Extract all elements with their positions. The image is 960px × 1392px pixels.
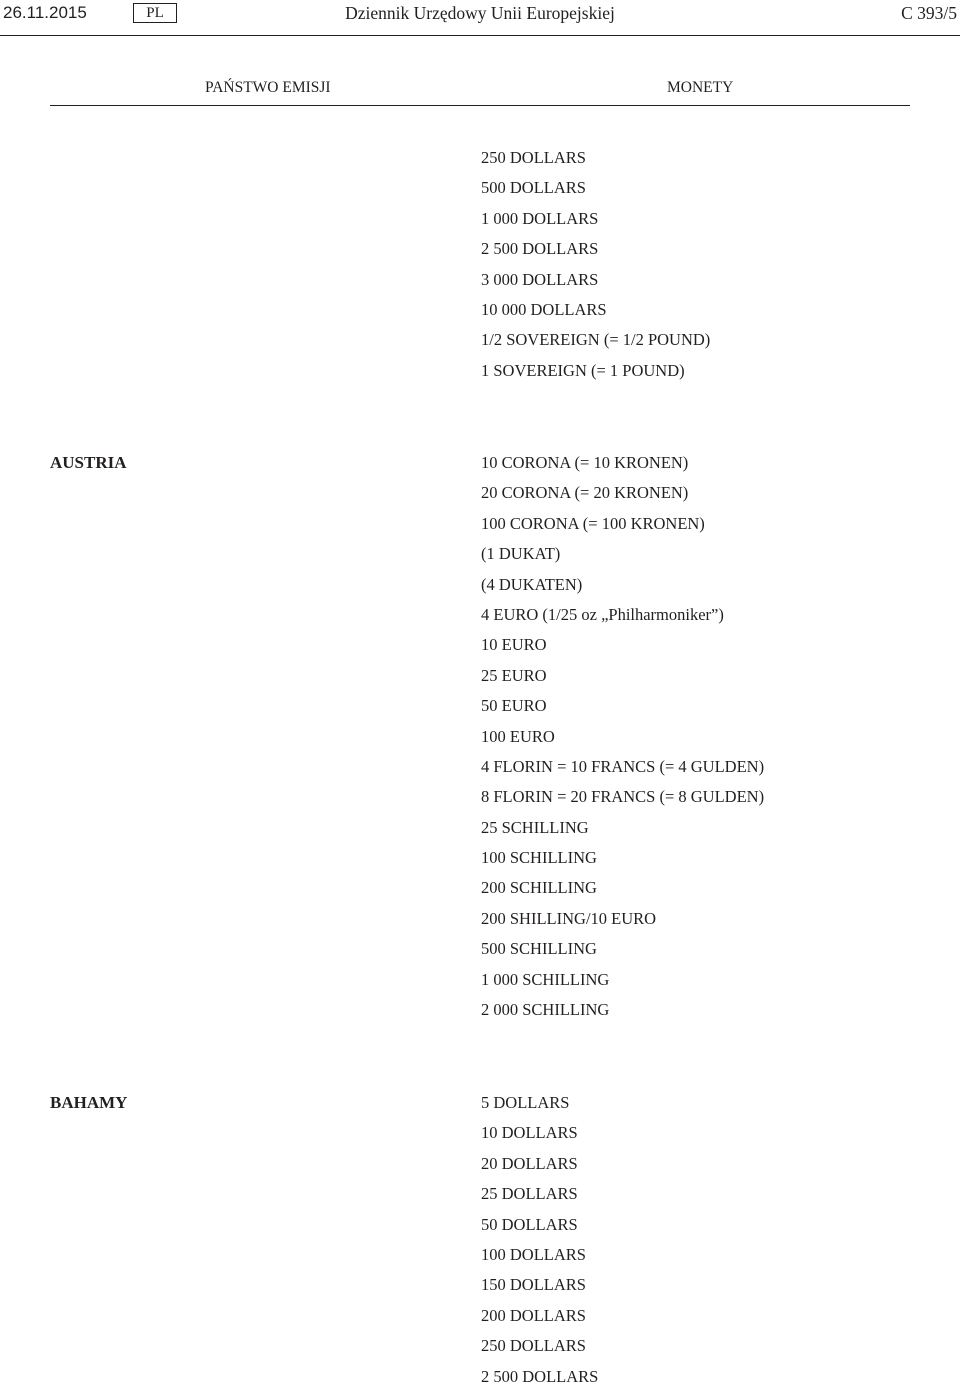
list-item: 10 CORONA (= 10 KRONEN) — [481, 453, 689, 472]
list-item: 10 DOLLARS — [481, 1123, 578, 1143]
list-item: 20 DOLLARS — [481, 1153, 578, 1173]
column-header-issuer: PAŃSTWO EMISJI — [205, 79, 331, 96]
country-bahamy: BAHAMY — [50, 1093, 128, 1112]
list-item: 2 000 SCHILLING — [481, 1000, 610, 1020]
list-item: 100 EURO — [481, 726, 555, 746]
list-item: 1 000 DOLLARS — [481, 208, 599, 228]
journal-title: Dziennik Urzędowy Unii Europejskiej — [345, 3, 615, 23]
page-header — [0, 0, 960, 36]
list-item: 50 DOLLARS — [481, 1214, 578, 1234]
list-item: 2 500 DOLLARS — [481, 239, 599, 259]
list-item: 10 000 DOLLARS — [481, 299, 607, 319]
list-item: 1 000 SCHILLING — [481, 969, 610, 989]
list-item: 150 DOLLARS — [481, 1275, 586, 1295]
list-item: 2 500 DOLLARS — [481, 1366, 599, 1386]
list-item: 20 CORONA (= 20 KRONEN) — [481, 483, 689, 503]
list-item: 500 DOLLARS — [481, 178, 586, 198]
list-item: 200 DOLLARS — [481, 1305, 586, 1325]
list-item: 50 EURO — [481, 696, 547, 716]
list-item: 250 DOLLARS — [481, 148, 586, 167]
list-item: 200 SHILLING/10 EURO — [481, 908, 657, 928]
list-item: 25 SCHILLING — [481, 817, 589, 837]
list-item: 1 SOVEREIGN (= 1 POUND) — [481, 360, 685, 380]
list-item: 100 CORONA (= 100 KRONEN) — [481, 513, 705, 533]
column-header-divider — [50, 105, 910, 106]
country-austria: AUSTRIA — [50, 453, 127, 472]
publication-date: 26.11.2015 — [3, 3, 87, 22]
list-item: 200 SCHILLING — [481, 878, 597, 898]
column-header-coins: MONETY — [667, 79, 734, 96]
list-item: 500 SCHILLING — [481, 939, 597, 959]
list-item: 4 FLORIN = 10 FRANCS (= 4 GULDEN) — [481, 756, 765, 776]
list-item: 25 EURO — [481, 665, 547, 685]
list-item: (4 DUKATEN) — [481, 574, 583, 594]
list-item: 25 DOLLARS — [481, 1184, 578, 1204]
list-item: 100 DOLLARS — [481, 1244, 586, 1264]
list-item: 100 SCHILLING — [481, 848, 597, 868]
list-item: (1 DUKAT) — [481, 544, 561, 564]
list-item: 3 000 DOLLARS — [481, 269, 599, 289]
austria-coin-list — [481, 448, 764, 1025]
list-item: 5 DOLLARS — [481, 1093, 570, 1112]
page-reference: C 393/5 — [901, 3, 957, 23]
continued-coin-list — [481, 143, 710, 386]
bahamy-coin-list — [481, 1088, 598, 1392]
list-item: 8 FLORIN = 20 FRANCS (= 8 GULDEN) — [481, 787, 765, 807]
list-item: 1/2 SOVEREIGN (= 1/2 POUND) — [481, 330, 711, 350]
list-item: 250 DOLLARS — [481, 1336, 586, 1356]
list-item: 10 EURO — [481, 635, 547, 655]
header-divider — [0, 35, 960, 36]
list-item: 4 EURO (1/25 oz „Philharmoniker”) — [481, 604, 724, 624]
language-badge: PL — [133, 3, 177, 23]
